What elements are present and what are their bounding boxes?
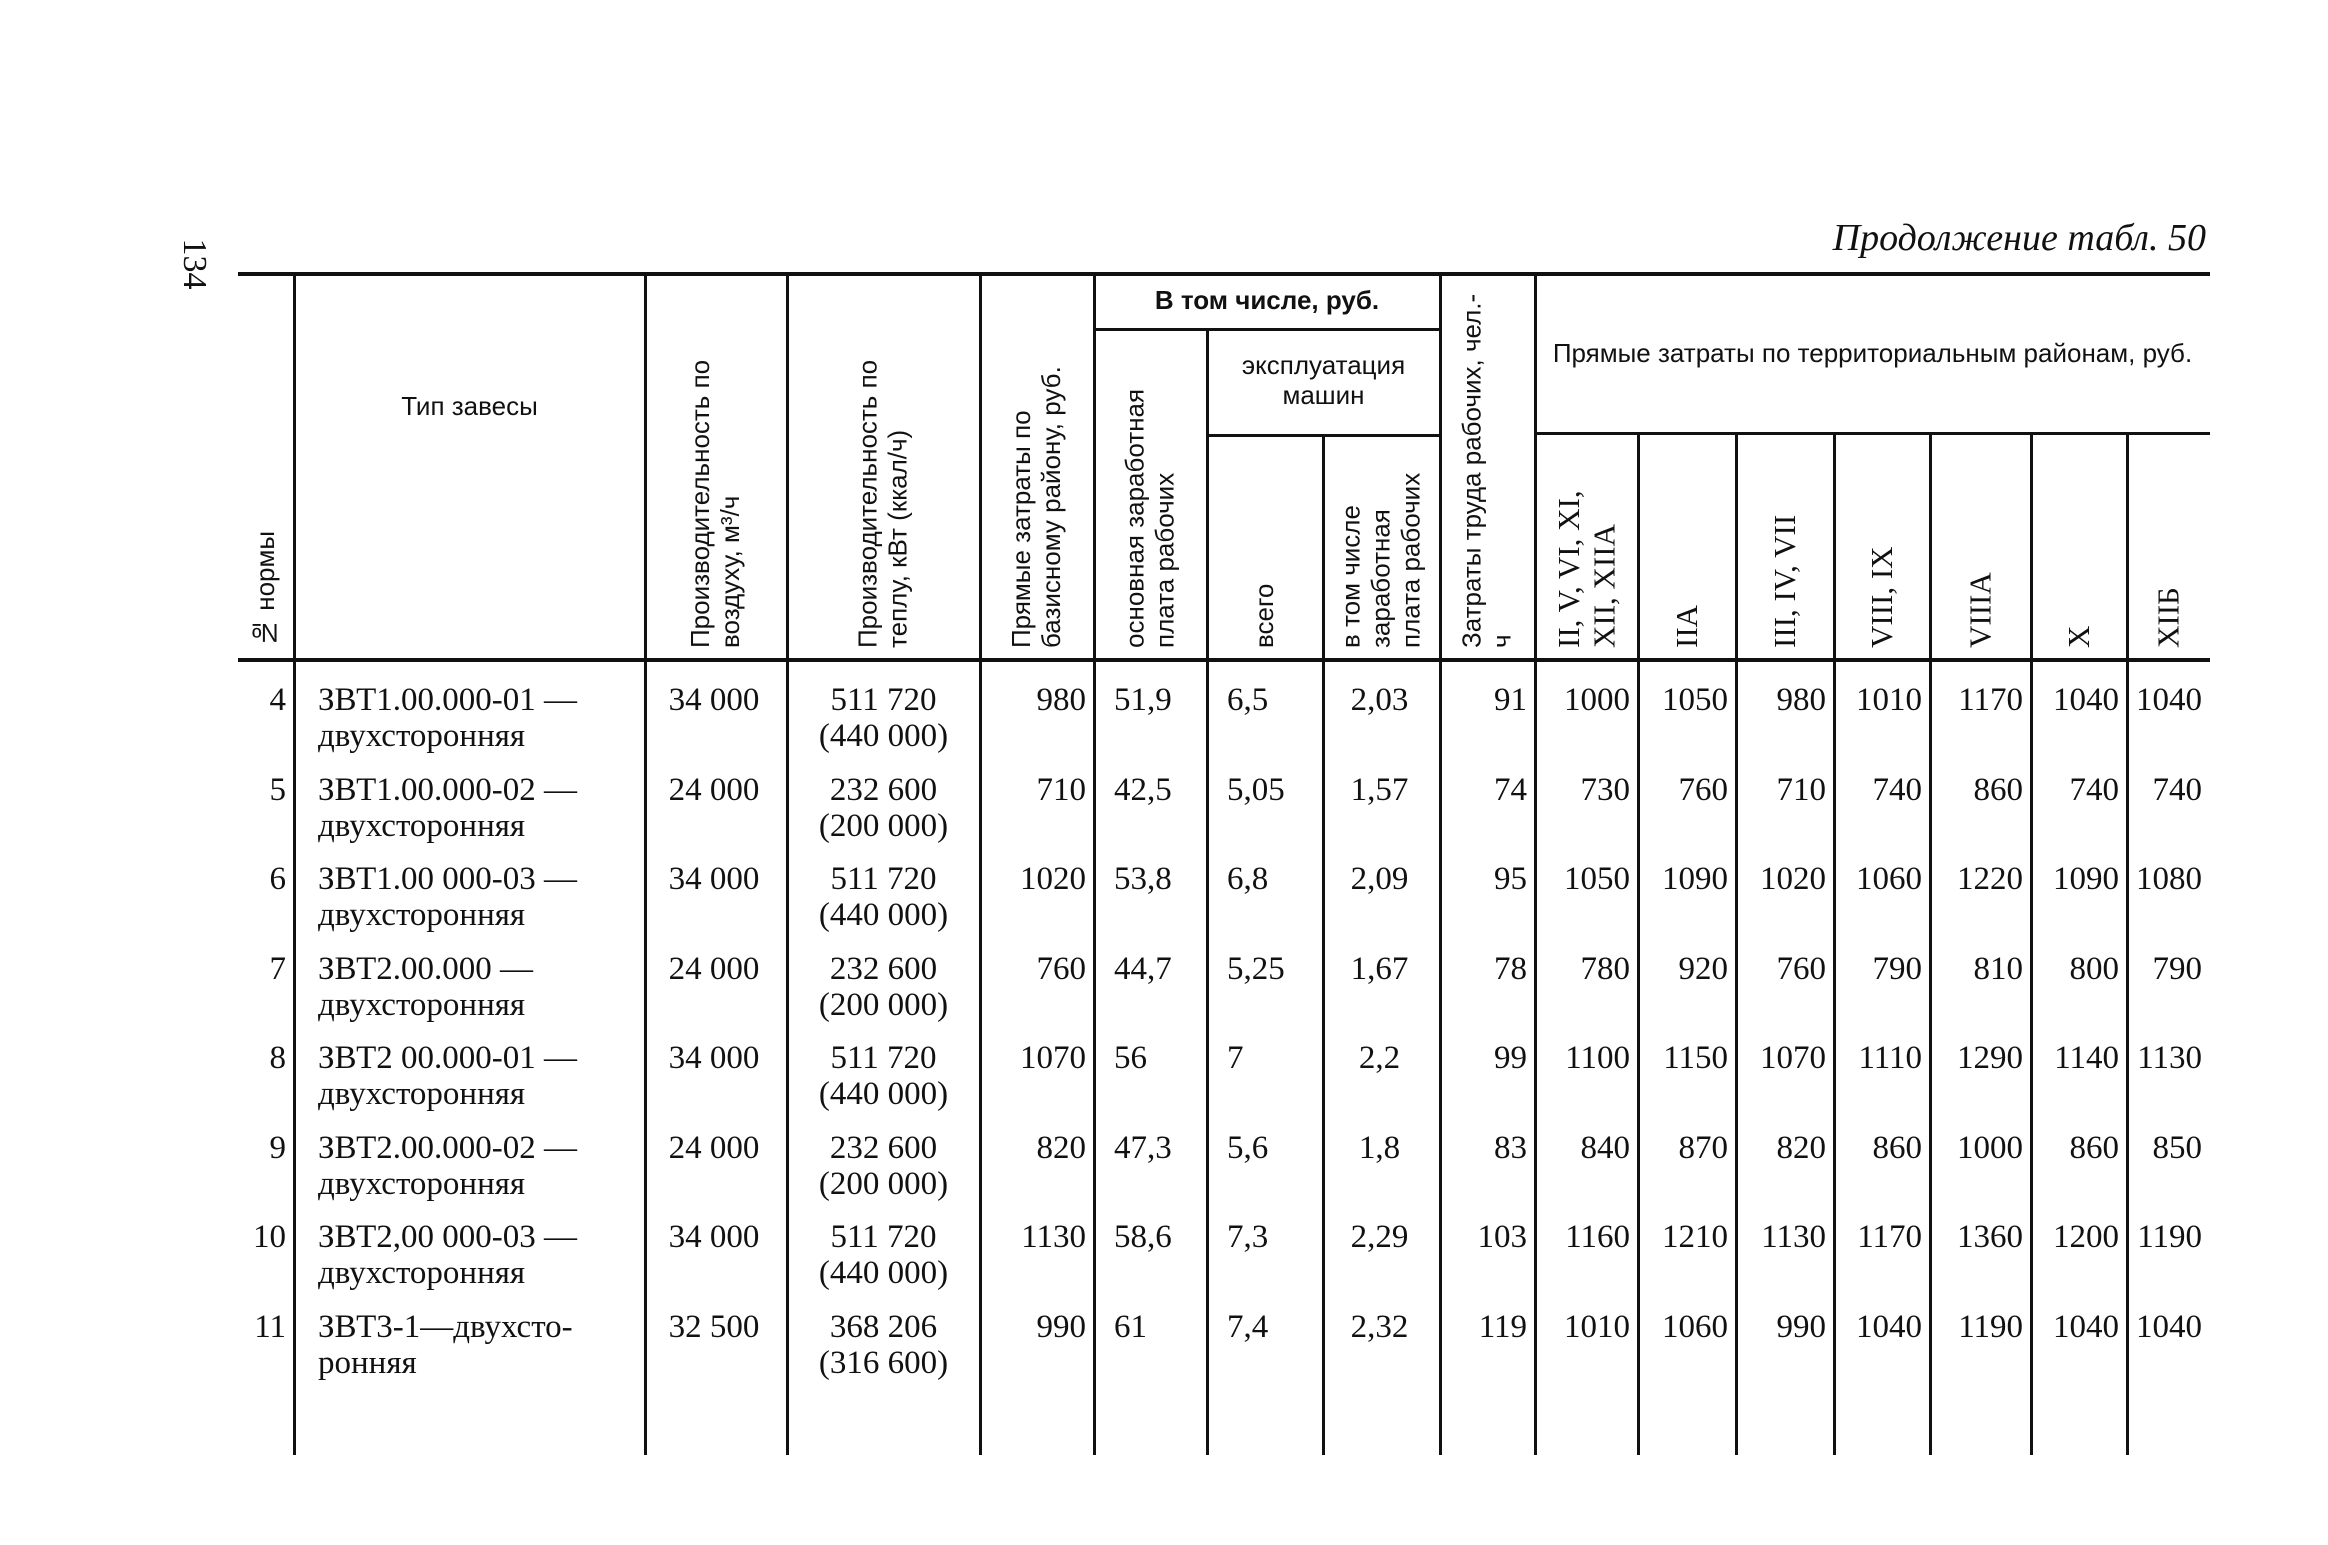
- header-column-divider: [979, 274, 982, 660]
- header-district: X: [2061, 625, 2097, 648]
- curtain-type-cell: ЗВТ2.00.000-02 — двухсторонняя: [318, 1129, 578, 1202]
- machine-total-cell: 6,5: [1227, 682, 1269, 718]
- district-cost-cell: 860: [2069, 1129, 2119, 1166]
- curtain-type-cell: ЗВТ1.00 000-03 — двухсторонняя: [318, 861, 578, 933]
- air-capacity-cell: 34 000: [668, 1040, 760, 1076]
- district-cost-cell: 1130: [1761, 1219, 1826, 1255]
- heat-capacity-cell: 511 720 (440 000): [818, 682, 949, 754]
- district-cost-cell: 1090: [1662, 861, 1728, 897]
- district-cost-cell: 790: [2152, 950, 2202, 987]
- district-cost-cell: 850: [2152, 1129, 2202, 1166]
- base-wage-cell: 47,3: [1114, 1129, 1172, 1166]
- header-district: II, V, VI, XI, XII, XIIА: [1550, 490, 1622, 648]
- curtain-type-cell: ЗВТ2,00 000-03 — двухсторонняя: [318, 1219, 578, 1291]
- district-cost-cell: 1010: [1856, 682, 1922, 718]
- labor-cell: 83: [1494, 1129, 1527, 1166]
- machine-wage-cell: 2,29: [1350, 1219, 1409, 1255]
- base-wage-cell: 53,8: [1114, 861, 1172, 897]
- district-cost-cell: 810: [1973, 950, 2023, 987]
- machine-wage-cell: 1,8: [1358, 1129, 1401, 1166]
- direct-costs-cell: 980: [1036, 682, 1086, 718]
- direct-costs-cell: 760: [1036, 950, 1086, 987]
- header-column-divider: [2126, 432, 2129, 660]
- district-cost-cell: 1100: [1565, 1040, 1630, 1076]
- district-cost-cell: 790: [1872, 950, 1922, 987]
- base-wage-cell: 51,9: [1114, 682, 1172, 718]
- air-capacity-cell: 34 000: [668, 1219, 760, 1255]
- air-capacity-cell: 34 000: [668, 861, 760, 897]
- labor-cell: 91: [1494, 682, 1527, 718]
- district-cost-cell: 1150: [1663, 1040, 1728, 1076]
- norm-number-cell: 10: [253, 1219, 286, 1255]
- air-capacity-cell: 32 500: [668, 1308, 760, 1345]
- machine-total-cell: 5,25: [1227, 950, 1285, 987]
- heat-capacity-cell: 232 600 (200 000): [818, 771, 949, 844]
- header-base-wage: основная заработная плата рабочих: [1119, 388, 1180, 648]
- district-cost-cell: 760: [1678, 771, 1728, 808]
- machine-wage-cell: 2,32: [1350, 1308, 1409, 1345]
- norm-number-cell: 8: [269, 1040, 286, 1076]
- header-bottom-rule: [238, 658, 2210, 662]
- district-cost-cell: 1080: [2136, 861, 2202, 897]
- direct-costs-cell: 710: [1036, 771, 1086, 808]
- heat-capacity-cell: 511 720 (440 000): [818, 861, 949, 933]
- curtain-type-cell: ЗВТ2.00.000 — двухсторонняя: [318, 950, 534, 1023]
- district-cost-cell: 1130: [2137, 1040, 2202, 1076]
- district-cost-cell: 1010: [1564, 1308, 1630, 1345]
- district-cost-cell: 1160: [1565, 1219, 1630, 1255]
- district-cost-cell: 1110: [1858, 1040, 1922, 1076]
- district-cost-cell: 1170: [1857, 1219, 1922, 1255]
- machine-wage-cell: 2,03: [1350, 682, 1409, 718]
- header-column-divider: [1439, 274, 1442, 660]
- district-cost-cell: 1040: [2053, 682, 2119, 718]
- district-cost-cell: 1060: [1662, 1308, 1728, 1345]
- header-district: XIIБ: [2150, 587, 2186, 648]
- header-column-divider: [1735, 432, 1738, 660]
- district-cost-cell: 1000: [1564, 682, 1630, 718]
- district-cost-cell: 1220: [1957, 861, 2023, 897]
- curtain-type-cell: ЗВТ2 00.000-01 — двухсторонняя: [318, 1040, 578, 1112]
- header-column-divider: [644, 274, 647, 660]
- header-machine-wage: в том числе заработная плата рабочих: [1335, 472, 1426, 648]
- header-district: VIIIА: [1962, 572, 1998, 648]
- header-direct-costs-base: Прямые затраты по базисному району, руб.: [1006, 366, 1066, 648]
- base-wage-cell: 42,5: [1114, 771, 1172, 808]
- machine-total-cell: 7,4: [1227, 1308, 1269, 1345]
- header-column-divider: [1534, 274, 1537, 660]
- district-cost-cell: 820: [1776, 1129, 1826, 1166]
- district-cost-cell: 1190: [1958, 1308, 2023, 1345]
- machine-wage-cell: 2,09: [1350, 861, 1409, 897]
- district-cost-cell: 1040: [1856, 1308, 1922, 1345]
- heat-capacity-cell: 511 720 (440 000): [818, 1219, 949, 1291]
- header-column-divider: [786, 274, 789, 660]
- curtain-type-cell: ЗВТ1.00.000-01 — двухсторонняя: [318, 682, 578, 754]
- district-cost-cell: 1290: [1957, 1040, 2023, 1076]
- air-capacity-cell: 24 000: [668, 1129, 760, 1166]
- district-cost-cell: 990: [1776, 1308, 1826, 1345]
- header-district: IIА: [1669, 604, 1705, 648]
- district-cost-cell: 1040: [2136, 682, 2202, 718]
- base-wage-cell: 58,6: [1114, 1219, 1172, 1255]
- labor-cell: 78: [1494, 950, 1527, 987]
- district-cost-cell: 860: [1973, 771, 2023, 808]
- labor-cell: 74: [1494, 771, 1527, 808]
- machine-total-cell: 7: [1227, 1040, 1244, 1076]
- labor-cell: 119: [1478, 1308, 1527, 1345]
- direct-costs-cell: 1020: [1020, 861, 1086, 897]
- district-cost-cell: 1360: [1957, 1219, 2023, 1255]
- district-cost-cell: 740: [2152, 771, 2202, 808]
- header-column-divider: [1093, 274, 1096, 660]
- machine-total-cell: 5,05: [1227, 771, 1285, 808]
- air-capacity-cell: 24 000: [668, 950, 760, 987]
- district-cost-cell: 740: [2069, 771, 2119, 808]
- district-cost-cell: 1170: [1958, 682, 2023, 718]
- table-caption: Продолжение табл. 50: [1832, 217, 2206, 259]
- machine-wage-cell: 2,2: [1358, 1040, 1401, 1076]
- air-capacity-cell: 24 000: [668, 771, 760, 808]
- district-cost-cell: 860: [1872, 1129, 1922, 1166]
- header-curtain-type: Тип завесы: [401, 391, 538, 422]
- curtain-type-cell: ЗВТ1.00.000-02 — двухсторонняя: [318, 771, 578, 844]
- district-cost-cell: 870: [1678, 1129, 1728, 1166]
- norm-number-cell: 4: [269, 682, 286, 718]
- heat-capacity-cell: 511 720 (440 000): [818, 1040, 949, 1112]
- machine-wage-cell: 1,67: [1350, 950, 1409, 987]
- norm-number-cell: 6: [269, 861, 286, 897]
- header-territorial-group: Прямые затраты по территориальным районам, руб.: [1552, 338, 2193, 369]
- district-cost-cell: 1190: [2137, 1219, 2202, 1255]
- header-including-group: В том числе, руб.: [1154, 285, 1380, 316]
- district-cost-cell: 1040: [2136, 1308, 2202, 1345]
- district-cost-cell: 1000: [1957, 1129, 2023, 1166]
- district-cost-cell: 740: [1872, 771, 1922, 808]
- heat-capacity-cell: 232 600 (200 000): [818, 1129, 949, 1202]
- district-cost-cell: 1060: [1856, 861, 1922, 897]
- machine-wage-cell: 1,57: [1350, 771, 1409, 808]
- district-cost-cell: 760: [1776, 950, 1826, 987]
- district-cost-cell: 1090: [2053, 861, 2119, 897]
- district-cost-cell: 800: [2069, 950, 2119, 987]
- norm-number-cell: 11: [254, 1308, 286, 1345]
- labor-cell: 95: [1494, 861, 1527, 897]
- direct-costs-cell: 1130: [1021, 1219, 1086, 1255]
- header-column-divider: [2030, 432, 2033, 660]
- direct-costs-cell: 820: [1036, 1129, 1086, 1166]
- heat-capacity-cell: 232 600 (200 000): [818, 950, 949, 1023]
- header-district: III, IV, VII: [1767, 514, 1803, 648]
- district-cost-cell: 980: [1776, 682, 1826, 718]
- base-wage-cell: 56: [1114, 1040, 1147, 1076]
- district-cost-cell: 1070: [1760, 1040, 1826, 1076]
- curtain-type-cell: ЗВТ3-1—двухсто- ронняя: [318, 1308, 573, 1381]
- district-cost-cell: 840: [1580, 1129, 1630, 1166]
- header-column-divider: [1833, 432, 1836, 660]
- norm-number-cell: 9: [269, 1129, 286, 1166]
- district-cost-cell: 1040: [2053, 1308, 2119, 1345]
- machine-total-cell: 7,3: [1227, 1219, 1269, 1255]
- header-machine-operation: эксплуатация машин: [1241, 350, 1406, 410]
- labor-cell: 99: [1494, 1040, 1527, 1076]
- header-labor: Затраты труда рабочих, чел.-ч: [1456, 293, 1517, 648]
- base-wage-cell: 61: [1114, 1308, 1147, 1345]
- norm-number-cell: 7: [269, 950, 286, 987]
- header-air-capacity: Производительность по воздуху, м³/ч: [685, 359, 745, 648]
- district-cost-cell: 1050: [1564, 861, 1630, 897]
- header-column-divider: [1322, 434, 1325, 660]
- direct-costs-cell: 990: [1036, 1308, 1086, 1345]
- machine-total-cell: 5,6: [1227, 1129, 1269, 1166]
- header-heat-capacity: Производительность по теплу, кВт (ккал/ч): [852, 359, 913, 648]
- header-column-divider: [293, 274, 296, 660]
- district-cost-cell: 1050: [1662, 682, 1728, 718]
- page-number: 134: [176, 238, 213, 290]
- header-column-divider: [1206, 328, 1209, 660]
- district-cost-cell: 780: [1580, 950, 1630, 987]
- header-column-divider: [1929, 432, 1932, 660]
- direct-costs-cell: 1070: [1020, 1040, 1086, 1076]
- district-cost-cell: 730: [1580, 771, 1630, 808]
- district-cost-cell: 1140: [2054, 1040, 2119, 1076]
- header-norm-number: № нормы: [250, 530, 281, 648]
- norm-number-cell: 5: [269, 771, 286, 808]
- district-cost-cell: 1020: [1760, 861, 1826, 897]
- district-cost-cell: 1200: [2053, 1219, 2119, 1255]
- district-cost-cell: 1210: [1662, 1219, 1728, 1255]
- header-machine-total: всего: [1249, 583, 1280, 648]
- district-cost-cell: 920: [1678, 950, 1728, 987]
- heat-capacity-cell: 368 206 (316 600): [818, 1308, 949, 1381]
- district-cost-cell: 710: [1776, 771, 1826, 808]
- base-wage-cell: 44,7: [1114, 950, 1172, 987]
- labor-cell: 103: [1477, 1219, 1527, 1255]
- header-column-divider: [1637, 432, 1640, 660]
- machine-total-cell: 6,8: [1227, 861, 1269, 897]
- header-district: VIII, IX: [1864, 546, 1900, 648]
- air-capacity-cell: 34 000: [668, 682, 760, 718]
